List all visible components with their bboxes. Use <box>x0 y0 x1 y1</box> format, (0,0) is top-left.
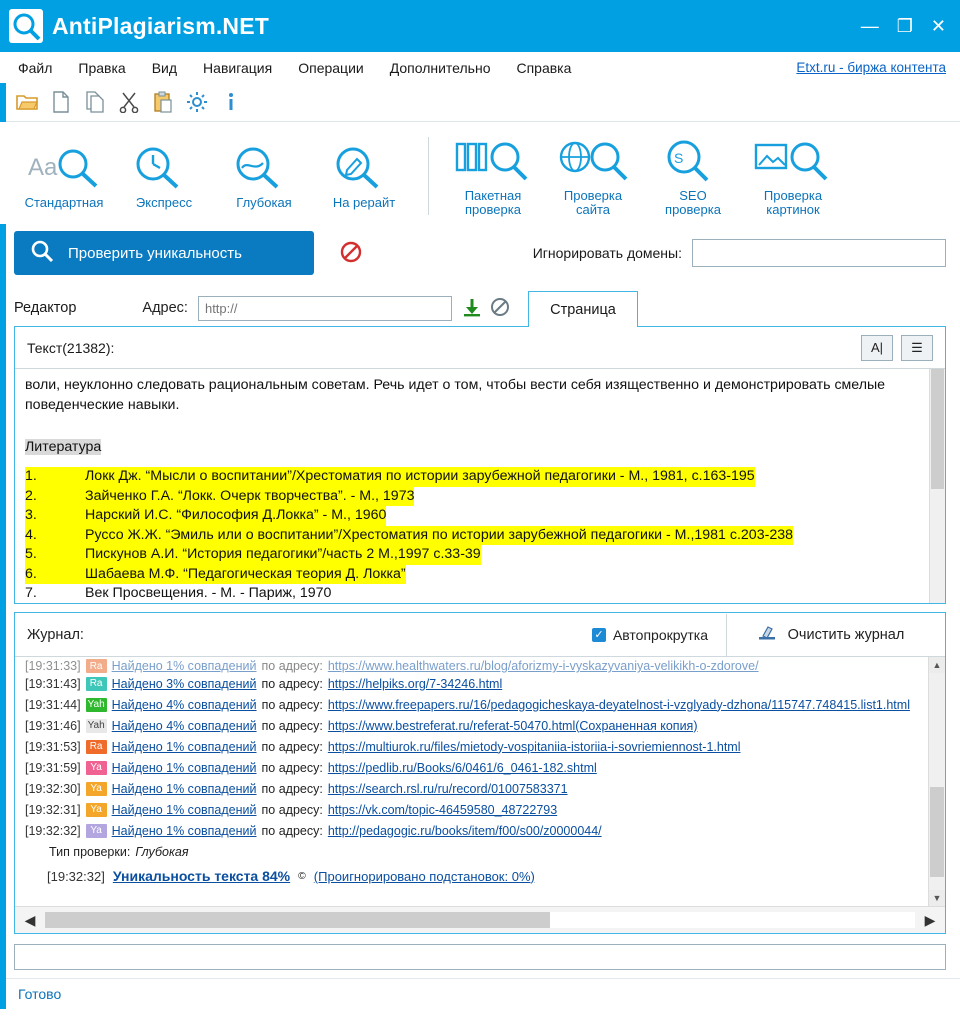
toolbar-site-line1: Проверка <box>563 188 623 203</box>
svg-text:Aa: Aa <box>28 154 58 181</box>
check-type-label: Тип проверки: <box>49 844 131 859</box>
app-logo-icon <box>0 0 52 52</box>
cancel-icon[interactable] <box>490 297 510 320</box>
reference-text: Зайченко Г.А. “Локк. Очерк творчества”. - М., 1973 <box>85 487 414 507</box>
journal-vertical-scrollbar[interactable] <box>928 657 945 906</box>
text-format-icon[interactable]: A| <box>861 335 893 361</box>
status-text: Готово <box>18 986 62 1002</box>
log-entry <box>19 820 945 841</box>
editor-label: Редактор <box>14 300 77 316</box>
log-source-badge: Ya <box>86 782 107 796</box>
toolbar-image-label <box>764 189 822 217</box>
journal-header <box>15 613 945 657</box>
log-url[interactable]: https://www.bestreferat.ru/referat-50470.html(Сохраненная копия) <box>327 718 698 733</box>
log-by-text: по адресу: <box>261 697 323 712</box>
menu-item-file[interactable]: Файл <box>18 59 53 76</box>
toolbar-standard-label: Стандартная <box>24 195 104 210</box>
menu-item-help[interactable]: Справка <box>516 59 572 76</box>
log-found-text[interactable]: Найдено 1% совпадений <box>111 781 257 796</box>
log-found-text[interactable]: Найдено 1% совпадений <box>111 739 257 754</box>
hscroll-track[interactable] <box>45 912 915 928</box>
log-by-text: по адресу: <box>261 823 323 838</box>
reference-number: 3. <box>25 506 85 526</box>
batch-check-icon <box>453 135 533 185</box>
reference-item <box>25 467 935 487</box>
log-source-badge: Ya <box>86 824 107 838</box>
log-by-text: по адресу: <box>261 676 323 691</box>
text-scroll-thumb[interactable] <box>931 369 944 489</box>
etxt-link[interactable]: Etxt.ru - биржа контента <box>796 60 946 75</box>
editor-bar <box>0 282 960 326</box>
svg-text:S: S <box>674 150 684 166</box>
scroll-left-arrow[interactable]: ◀ <box>24 911 36 928</box>
log-by-text: по адресу: <box>261 802 323 817</box>
log-entry <box>19 736 945 757</box>
main-toolbar <box>0 122 960 224</box>
log-url[interactable]: https://helpiks.org/7-34246.html <box>327 676 503 691</box>
log-time: [19:31:59] <box>25 760 81 775</box>
log-url[interactable]: https://pedlib.ru/Books/6/0461/6_0461-182.shtml <box>327 760 597 775</box>
scroll-down-arrow[interactable]: ▼ <box>929 890 945 906</box>
toolbar-image-check[interactable] <box>743 135 843 217</box>
log-source-badge: Ra <box>86 740 107 754</box>
toolbar-seo-label <box>665 189 721 217</box>
check-uniqueness-label: Проверить уникальность <box>68 244 242 262</box>
status-bar <box>0 978 960 1009</box>
log-entry <box>19 778 945 799</box>
log-url[interactable]: https://multiurok.ru/files/mietody-vospitaniia-istoriia-i-sovriemiennost-1.html <box>327 739 741 754</box>
log-time: [19:32:31] <box>25 802 81 817</box>
menu-item-edit[interactable]: Правка <box>78 59 126 76</box>
log-found-text[interactable]: Найдено 4% совпадений <box>111 697 257 712</box>
toolbar-express-check[interactable] <box>114 142 214 210</box>
log-source-badge: Ya <box>86 761 107 775</box>
reference-item <box>25 487 935 507</box>
window-controls <box>861 0 946 52</box>
log-by-text: по адресу: <box>261 718 323 733</box>
reference-number: 7. <box>25 585 37 601</box>
log-by-text: по адресу: <box>261 739 323 754</box>
autoscroll-label: Автопрокрутка <box>612 626 708 643</box>
text-paragraph-1: воли, неуклонно следовать рациональным советам. Речь идет о том, чтобы вести себя изящественно и демонстрировать смелые поведенческие навыки. <box>25 377 886 413</box>
journal-horizontal-scrollbar[interactable] <box>15 906 945 933</box>
maximize-button[interactable]: ❐ <box>896 16 913 36</box>
seo-check-icon <box>658 135 728 185</box>
download-icon[interactable] <box>462 297 482 320</box>
express-check-icon <box>129 142 199 192</box>
log-time: [19:31:44] <box>25 697 81 712</box>
journal-scroll-thumb[interactable] <box>930 787 944 877</box>
log-found-text[interactable]: Найдено 1% совпадений <box>111 802 257 817</box>
copy-file-icon[interactable] <box>84 91 106 113</box>
log-entry <box>19 659 945 673</box>
log-time: [19:31:33] <box>25 659 81 673</box>
stop-icon[interactable] <box>340 241 362 266</box>
copyright-mark: © <box>298 870 306 882</box>
app-title: AntiPlagiarism.NET <box>52 12 270 39</box>
menu-item-operations[interactable]: Операции <box>298 59 364 76</box>
log-found-text[interactable]: Найдено 4% совпадений <box>111 718 257 733</box>
toolbar-deep-check[interactable] <box>214 142 314 210</box>
tab-page[interactable]: Страница <box>528 291 638 327</box>
log-url[interactable]: http://pedagogic.ru/books/item/f00/s00/z0000044/ <box>327 823 602 838</box>
log-url[interactable]: https://search.rsl.ru/ru/record/01007583371 <box>327 781 568 796</box>
close-button[interactable]: ✕ <box>930 16 946 36</box>
log-found-text[interactable]: Найдено 3% совпадений <box>111 676 257 691</box>
toolbar-image-line1: Проверка <box>763 188 823 203</box>
clear-journal-button[interactable] <box>726 614 933 656</box>
toolbar-express-label: Экспресс <box>135 195 193 210</box>
autoscroll-checkbox[interactable]: ✓ <box>592 628 606 642</box>
paste-icon[interactable] <box>152 91 174 113</box>
toolbar-site-label <box>564 189 622 217</box>
log-time: [19:31:46] <box>25 718 81 733</box>
log-source-badge: Ra <box>86 677 107 691</box>
text-vertical-scrollbar[interactable] <box>929 369 945 603</box>
reference-item <box>25 526 935 546</box>
reference-item <box>25 545 935 565</box>
log-url[interactable]: https://vk.com/topic-46459580_48722793 <box>327 802 558 817</box>
new-file-icon[interactable] <box>50 91 72 113</box>
log-time: [19:32:32] <box>25 823 81 838</box>
toolbar-batch-check[interactable] <box>443 135 543 217</box>
text-editor-area[interactable] <box>15 369 945 603</box>
rewrite-check-icon <box>329 142 399 192</box>
journal-panel <box>14 612 946 934</box>
reference-text: Локк Дж. “Мысли о воспитании”/Хрестоматия по истории зарубежной педагогики - М., 1981, с.163-195 <box>85 467 755 487</box>
check-type-value: Глубокая <box>135 844 189 859</box>
reference-item <box>25 565 935 585</box>
toolbar-deep-label: Глубокая <box>236 195 292 210</box>
journal-label: Журнал: <box>27 626 84 643</box>
scroll-up-arrow[interactable]: ▲ <box>929 657 945 673</box>
reference-item <box>25 584 935 603</box>
small-toolbar <box>0 83 960 122</box>
minimize-button[interactable]: — <box>860 16 879 36</box>
action-bar <box>0 224 960 282</box>
address-input[interactable] <box>198 296 452 321</box>
text-list-icon[interactable]: ☰ <box>901 335 933 361</box>
log-by-text: по адресу: <box>261 781 323 796</box>
title-bar <box>0 0 960 52</box>
log-source-badge: Ra <box>86 659 107 673</box>
text-heading-literature: Литература <box>25 439 102 455</box>
log-source-badge: Yah <box>87 699 105 710</box>
clear-journal-label: Очистить журнал <box>787 626 905 643</box>
site-check-icon <box>553 135 633 185</box>
clear-journal-icon <box>756 623 778 647</box>
cut-icon[interactable] <box>118 91 140 113</box>
reference-text: Век Просвещения. - М. - Париж, 1970 <box>85 585 332 601</box>
reference-text: Шабаева М.Ф. “Педагогическая теория Д. Локка” <box>85 565 406 585</box>
log-entry <box>19 799 945 820</box>
standard-check-icon <box>26 142 102 192</box>
scroll-right-arrow[interactable]: ▶ <box>924 911 936 928</box>
hscroll-thumb[interactable] <box>45 912 550 928</box>
log-url[interactable]: https://www.healthwaters.ru/blog/aforizmy-i-vyskazyvaniya-velikikh-o-zdorove/ <box>327 659 759 673</box>
reference-number: 5. <box>25 545 85 565</box>
autoscroll-toggle[interactable] <box>592 627 708 643</box>
reference-text: Руссо Ж.Ж. “Эмиль или о воспитании”/Хрестоматия по истории зарубежной педагогики - М.,1981 с.203-238 <box>85 526 793 546</box>
toolbar-standard-check[interactable] <box>14 142 114 210</box>
log-entry <box>19 715 945 736</box>
log-time: [19:32:30] <box>25 781 81 796</box>
progress-bar <box>14 944 946 970</box>
log-check-type <box>19 841 945 862</box>
check-uniqueness-button[interactable] <box>14 231 314 275</box>
log-by-text: по адресу: <box>261 659 323 673</box>
reference-text: Нарский И.С. “Философия Д.Локка” - М., 1960 <box>85 506 386 526</box>
log-entry <box>19 694 945 715</box>
toolbar-rewrite-check[interactable] <box>314 142 414 210</box>
log-entry <box>19 673 945 694</box>
menu-item-navigation[interactable]: Навигация <box>203 59 273 76</box>
toolbar-rewrite-label: На рерайт <box>332 195 396 210</box>
toolbar-seo-check[interactable] <box>643 135 743 217</box>
log-source-badge: Yah <box>87 720 105 731</box>
toolbar-batch-line2: проверка <box>465 202 521 217</box>
toolbar-site-line2: сайта <box>575 202 610 217</box>
menu-item-additional[interactable]: Дополнительно <box>389 59 491 76</box>
log-source-badge: Ya <box>86 803 107 817</box>
reference-number: 2. <box>25 487 85 507</box>
log-time: [19:32:32] <box>47 868 105 884</box>
reference-item <box>25 506 935 526</box>
substitutions-info[interactable]: (Проигнорировано подстановок: 0%) <box>313 868 535 884</box>
reference-text: Пискунов А.И. “История педагогики”/часть 2 М.,1997 с.33-39 <box>85 545 481 565</box>
toolbar-batch-line1: Пакетная <box>464 188 522 203</box>
log-found-text[interactable]: Найдено 1% совпадений <box>111 760 257 775</box>
toolbar-batch-label <box>465 189 522 217</box>
log-found-text[interactable]: Найдено 1% совпадений <box>111 823 257 838</box>
text-counter-label: Текст(21382): <box>27 339 115 356</box>
log-result <box>19 862 945 890</box>
toolbar-image-line2: картинок <box>766 202 820 217</box>
toolbar-seo-line2: проверка <box>665 202 721 217</box>
image-check-icon <box>753 135 833 185</box>
text-panel-header <box>15 327 945 369</box>
toolbar-site-check[interactable] <box>543 135 643 217</box>
uniqueness-result[interactable]: Уникальность текста 84% <box>112 868 291 884</box>
log-time: [19:31:53] <box>25 739 81 754</box>
ignore-domains-input[interactable] <box>692 239 946 267</box>
menu-item-view[interactable]: Вид <box>151 59 178 76</box>
settings-gear-icon[interactable] <box>186 91 208 113</box>
log-url[interactable]: https://www.freepapers.ru/16/pedagogicheskaya-deyatelnost-i-vzglyady-dzhona/115747.748415.list1.html <box>327 697 910 712</box>
reference-number: 1. <box>25 467 85 487</box>
reference-number: 6. <box>25 565 85 585</box>
log-entry <box>19 757 945 778</box>
reference-number: 4. <box>25 526 85 546</box>
log-time: [19:31:43] <box>25 676 81 691</box>
address-label: Адрес: <box>142 300 188 316</box>
log-by-text: по адресу: <box>261 760 323 775</box>
toolbar-seo-line1: SEO <box>679 188 707 203</box>
deep-check-icon <box>229 142 299 192</box>
log-found-text[interactable]: Найдено 1% совпадений <box>111 659 257 673</box>
ignore-domains-label: Игнорировать домены: <box>532 245 682 261</box>
info-icon[interactable] <box>220 91 242 113</box>
journal-log[interactable] <box>15 657 945 906</box>
text-panel <box>14 326 946 604</box>
menu-bar <box>0 52 960 83</box>
open-folder-icon[interactable] <box>16 91 38 113</box>
toolbar-separator <box>428 137 429 215</box>
search-icon <box>30 239 54 267</box>
